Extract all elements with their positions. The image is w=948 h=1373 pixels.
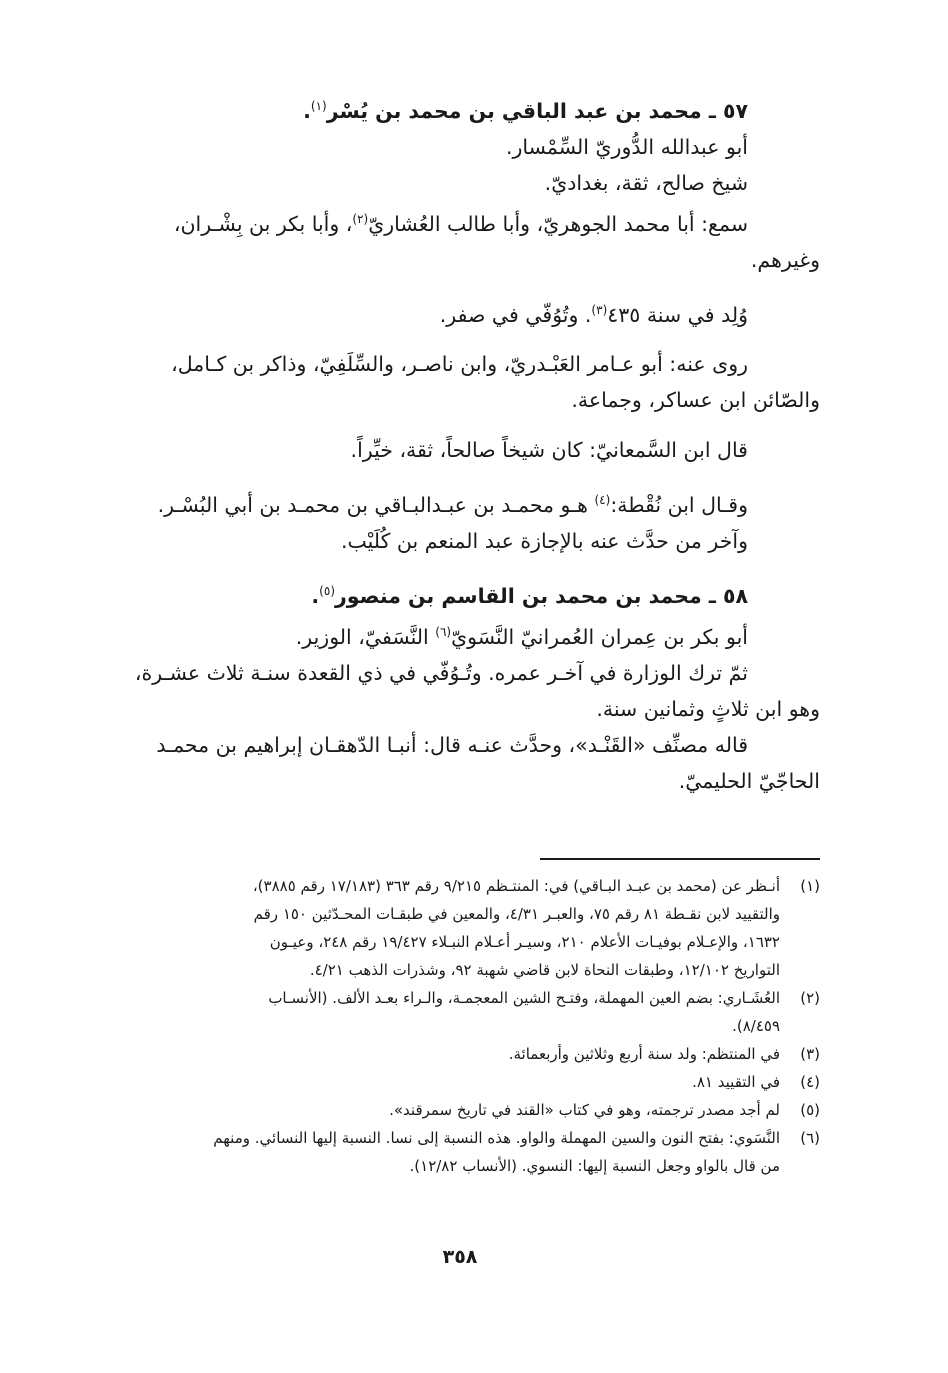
footnote-number: (٢) [800,989,820,1007]
entry-58-kunya: أبو بكر بن عِمران العُمرانيّ النَّسَويّ$^{(٦)}$ النَّسَفيّ، الوزير. [295,624,748,649]
entry-58-death: ثمّ ترك الوزارة في آخـر عمره. وتُـوُفّي في ذي القعدة سنـة ثلاث عشـرة، [134,660,748,685]
entry-57-teachers: سمع: أبا محمد الجوهريّ، وأبا طالب العُشاريّ$^{(٢)}$، وأبا بكر بن بِشْـران، [173,211,748,236]
footnotes [100,872,820,1180]
footnote-ref: (٤) [594,493,611,508]
entry-57-birth-death: وُلِد في سنة ٤٣٥$^{(٣)}$. وتُوُفّي في صفر. [439,302,748,327]
footnote-text: النَّسَوي: بفتح النون والسين المهملة والواو. هذه النسبة إلى نسا. النسبة إليها النسائي. ومنهم من قال بالواو وجعل النسبة إليها: النسوي. (الأنساب ١٢/٨٢). [213,1129,780,1175]
entry-58-source: قاله مصنِّف «القَنْـد»، وحدَّث عنـه قال: أنبـا الدّهقـان إبراهيم بن محمـد [156,732,748,757]
footnote-ref: (٥) [319,584,335,599]
footnote-ref: (٦) [435,625,452,640]
footnote-text: أنـظر عن (محمد بن عبـد البـاقي) في: المنتـظم ٩/٢١٥ رقم ٣٦٣ (١٧/١٨٣ رقم ٣٨٨٥)، والتقييد لابن نقـطة ٨١ رقم ٧٥، والعبـر ٤/٣١، والمعين في طبقـات المحـدّثين ١٥٠ رقم ١٦٣٢، والإعـلام بوفيـات الأعلام ٢١٠، وسيـر أعـلام النبـلاء ١٩/٤٢٧ رقم ٢٤٨، وعيـون التواريخ ١٢/١٠٢، وطبقات النحاة لابن قاضي شهبة ٩٢، وشذرات الذهب ٤/٢١. [252,877,780,979]
entry-57-last-narrator: وآخر من حدَّث عنه بالإجازة عبد المنعم بن كُلَيْب. [340,529,748,554]
entry-57-samani-quote: قال ابن السَّمعانيّ: كان شيخاً صالحاً، ثقة، خيِّراً. [350,438,748,463]
entry-57-kunya: أبو عبدالله الدُّوريّ السِّمْسار. [505,134,748,159]
footnote-item [100,1068,820,1096]
page-number: ٣٥٨ [442,1246,478,1268]
footnote-ref: (٣) [591,302,608,317]
entry-57-students-cont: والصّائن ابن عساكر، وجماعة. [571,388,820,413]
entry-57-teachers-cont: وغيرهم. [750,247,820,272]
footnote-number: (١) [800,877,820,895]
book-page [100,88,820,1328]
entry-58-death-cont: وهو ابن ثلاثٍ وثمانين سنة. [596,696,820,721]
footnote-number: (٥) [800,1101,820,1119]
footnote-text: في المنتظم: ولد سنة أربع وثلاثين وأربعمائة. [508,1045,780,1063]
footnote-item [100,984,820,1040]
footnote-text: لم أجد مصدر ترجمته، وهو في كتاب «القند في تاريخ سمرقند». [389,1101,780,1119]
footnote-number: (٦) [800,1129,820,1147]
entry-57-heading: ٥٧ ـ محمد بن عبد الباقي بن محمد بن يُسْر$^{(١)}$. [303,98,748,123]
footnote-ref: (٢) [352,211,369,226]
footnote-item [100,1096,820,1124]
entry-57-students: روى عنه: أبو عـامر العَبْـدريّ، وابن ناصـر، والسِّلَفِيّ، وذاكر بن كـامل، [171,352,748,377]
entry-57-description: شيخ صالح، ثقة، بغداديّ. [544,170,748,195]
footnote-item [100,1040,820,1068]
entry-57-nuqta-quote: وقـال ابن نُقْطة:$^{(٤)}$ هـو محمـد بن عبـدالبـاقي بن محمـد بن أبي البُسْـر. [157,493,748,518]
footnote-number: (٤) [800,1073,820,1091]
entry-58-heading: ٥٨ ـ محمد بن محمد بن القاسم بن منصور$^{(٥)}$. [311,584,748,609]
footnote-item [100,1124,820,1180]
footnote-number: (٣) [800,1045,820,1063]
footnote-ref: (١) [310,99,327,113]
footnote-text: العُشَـاري: بضم العين المهملة، وفتـح الشين المعجمـة، والـراء بعـد الألف. (الأنسـاب ٨/٤٥٩). [268,989,780,1035]
main-text [100,88,820,799]
footnote-item [100,872,820,984]
entry-58-source-cont: الحاجّيّ الحليميّ. [678,768,820,793]
footnote-separator [540,858,820,860]
footnote-text: في التقييد ٨١. [692,1073,780,1091]
